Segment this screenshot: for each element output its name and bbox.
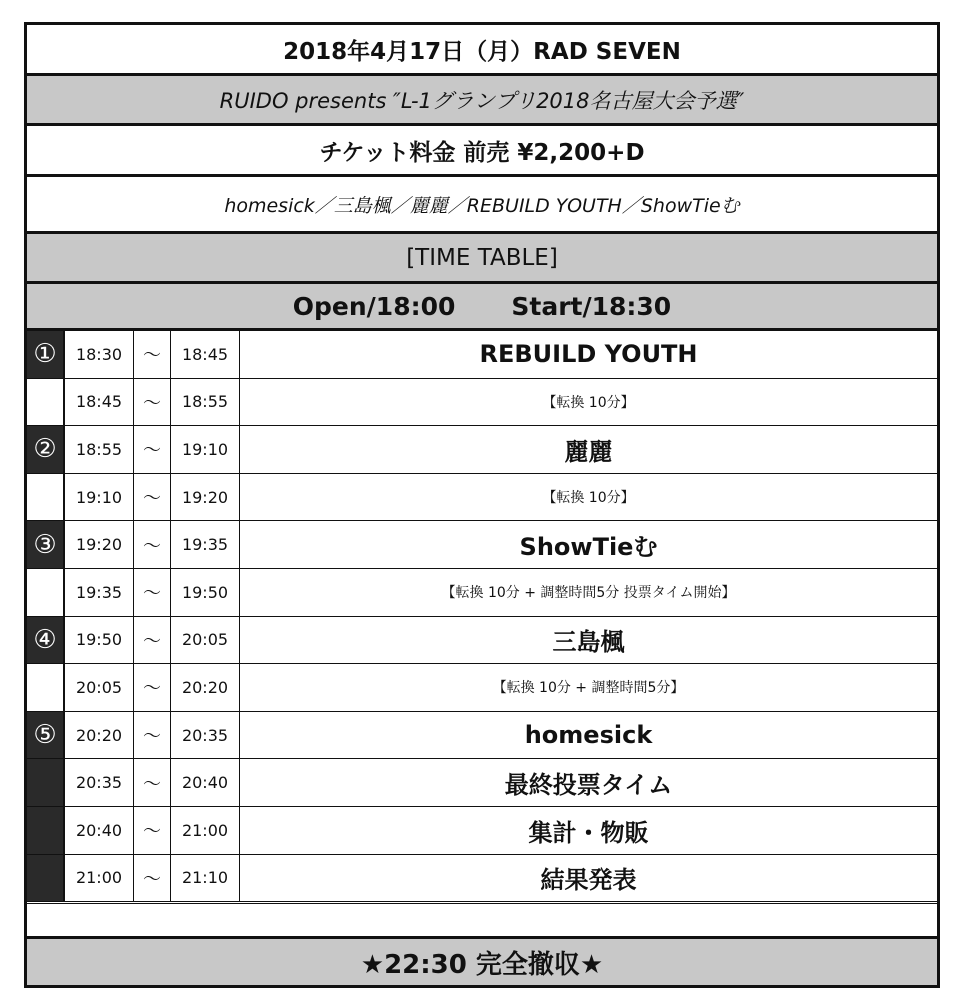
- act-name: ShowTieむ: [519, 533, 658, 562]
- closing-time: ★22:30 完全撤収★: [27, 939, 937, 985]
- start-time-cell: 19:10: [65, 474, 134, 521]
- range-separator: 〜: [134, 521, 171, 568]
- changeover-note: 【転換 10分 + 調整時間5分 投票タイム開始】: [441, 585, 736, 602]
- start-time-cell: 19:50: [65, 617, 134, 664]
- table-row: [27, 379, 937, 427]
- end-time-cell: 21:10: [171, 855, 240, 902]
- slot-number: [27, 474, 65, 521]
- range-separator: 〜: [134, 569, 171, 616]
- end-time-cell: 18:45: [171, 331, 240, 378]
- end-time-cell: 20:40: [171, 759, 240, 806]
- end-time-cell: 20:05: [171, 617, 240, 664]
- table-row: [27, 855, 937, 903]
- end-time-cell: 19:35: [171, 521, 240, 568]
- range-separator: 〜: [134, 379, 171, 426]
- table-row: [27, 331, 937, 379]
- table-row: [27, 807, 937, 855]
- range-separator: 〜: [134, 759, 171, 806]
- end-time-cell: 19:50: [171, 569, 240, 616]
- slot-number: ④: [27, 617, 65, 664]
- act-name: homesick: [524, 721, 653, 750]
- start-time-cell: 18:55: [65, 426, 134, 473]
- slot-number: ①: [27, 331, 65, 378]
- range-separator: 〜: [134, 712, 171, 759]
- range-separator: 〜: [134, 331, 171, 378]
- end-time-cell: 20:35: [171, 712, 240, 759]
- timetable-rows: [27, 331, 937, 902]
- timetable-heading: [TIME TABLE]: [27, 234, 937, 284]
- slot-number: ②: [27, 426, 65, 473]
- table-row: [27, 521, 937, 569]
- event-name: RUIDO presents ″L-1グランプリ2018名古屋大会予選″: [27, 76, 937, 126]
- changeover-note: 【転換 10分】: [542, 490, 635, 507]
- range-separator: 〜: [134, 664, 171, 711]
- timetable-sheet: [24, 22, 940, 988]
- table-row: [27, 759, 937, 807]
- act-name: 最終投票タイム: [504, 771, 673, 800]
- event-date-venue: 2018年4月17日（月）RAD SEVEN: [27, 25, 937, 76]
- table-row: [27, 474, 937, 522]
- start-time-cell: 20:35: [65, 759, 134, 806]
- slot-number: [27, 379, 65, 426]
- end-time-cell: 18:55: [171, 379, 240, 426]
- blank-row: [27, 903, 937, 939]
- act-name: 結果発表: [540, 866, 637, 895]
- changeover-note: 【転換 10分】: [542, 394, 635, 411]
- end-time-cell: 19:20: [171, 474, 240, 521]
- act-name: 麗麗: [564, 437, 613, 466]
- start-time-cell: 19:20: [65, 521, 134, 568]
- start-time-cell: 18:45: [65, 379, 134, 426]
- range-separator: 〜: [134, 617, 171, 664]
- slot-number: [27, 569, 65, 616]
- start-time: Start/18:30: [511, 291, 672, 321]
- range-separator: 〜: [134, 426, 171, 473]
- slot-number: [27, 807, 65, 854]
- table-row: [27, 664, 937, 712]
- act-name: 三島楓: [552, 628, 625, 657]
- slot-number: [27, 759, 65, 806]
- slot-number: [27, 855, 65, 902]
- start-time-cell: 19:35: [65, 569, 134, 616]
- start-time-cell: 18:30: [65, 331, 134, 378]
- changeover-note: 【転換 10分 + 調整時間5分】: [492, 680, 685, 697]
- range-separator: 〜: [134, 807, 171, 854]
- slot-number: [27, 664, 65, 711]
- open-time: Open/18:00: [292, 291, 456, 321]
- act-name: REBUILD YOUTH: [479, 340, 698, 369]
- ticket-price: チケット料金 前売 ¥2,200+D: [27, 126, 937, 177]
- table-row: [27, 712, 937, 760]
- start-time-cell: 20:40: [65, 807, 134, 854]
- start-time-cell: 20:20: [65, 712, 134, 759]
- table-row: [27, 426, 937, 474]
- end-time-cell: 19:10: [171, 426, 240, 473]
- range-separator: 〜: [134, 855, 171, 902]
- slot-number: ③: [27, 521, 65, 568]
- open-start-times: [27, 284, 937, 331]
- end-time-cell: 21:00: [171, 807, 240, 854]
- table-row: [27, 569, 937, 617]
- end-time-cell: 20:20: [171, 664, 240, 711]
- start-time-cell: 20:05: [65, 664, 134, 711]
- table-row: [27, 617, 937, 665]
- slot-number: ⑤: [27, 712, 65, 759]
- act-name: 集計・物販: [528, 818, 649, 847]
- range-separator: 〜: [134, 474, 171, 521]
- artist-lineup: homesick／三島楓／麗麗／REBUILD YOUTH／ShowTieむ: [27, 177, 937, 234]
- start-time-cell: 21:00: [65, 855, 134, 902]
